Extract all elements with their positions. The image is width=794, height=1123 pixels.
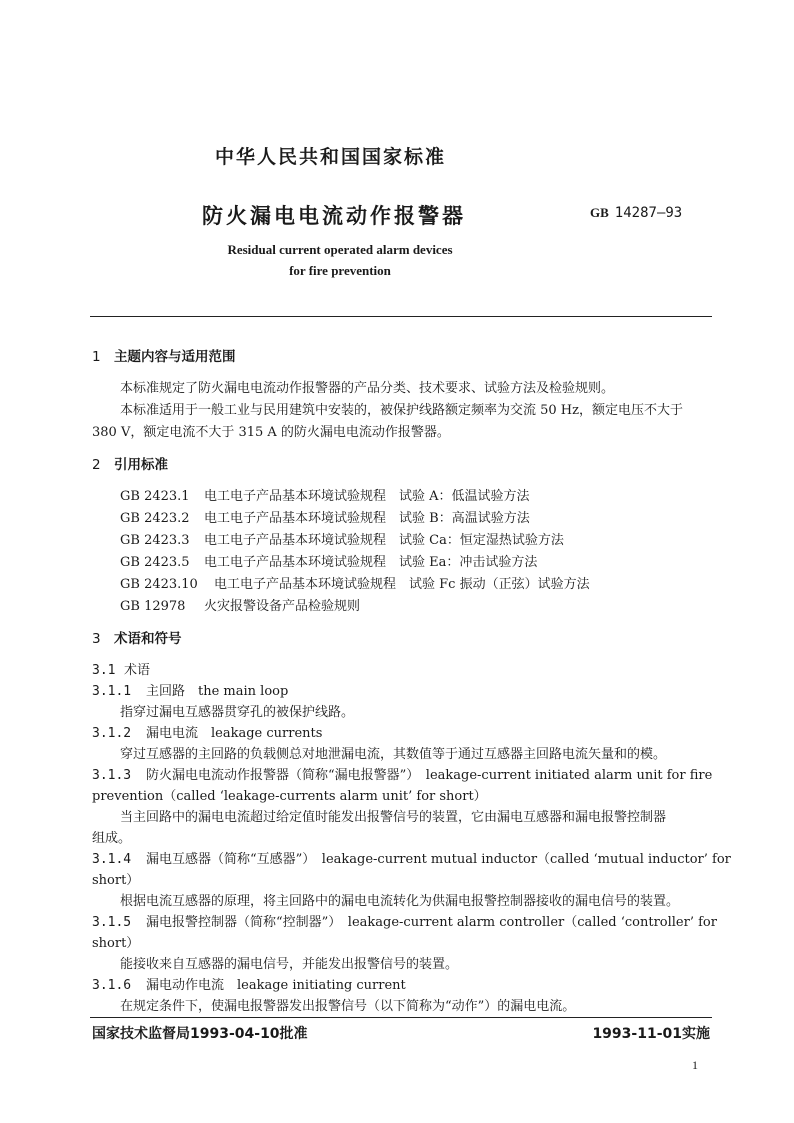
reference-standard: GB 2423.1 电工电子产品基本环境试验规程 试验 A：低温试验方法 — [120, 489, 530, 504]
document-title-en-line1: Residual current operated alarm devices — [227, 242, 453, 257]
standard-code-number: 14287—93 — [614, 205, 683, 221]
term-3-1-5-heading-continued: short） — [92, 936, 140, 951]
section-1-paragraph-2-line1: 本标准适用于一般工业与民用建筑中安装的，被保护线路额定频率为交流 50 Hz，额定电压不大于 — [120, 403, 683, 418]
section-1-paragraph-2-line2: 380 V，额定电流不大于 315 A 的防火漏电电流动作报警器。 — [92, 425, 450, 440]
term-3-1-3-heading: 3.1.3 防火漏电电流动作报警器（简称“漏电报警器”） leakage-current initiated alarm unit for fire — [92, 768, 713, 783]
term-3-1-1-heading: 3.1.1 主回路 the main loop — [92, 684, 289, 699]
term-3-1-5-definition: 能接收来自互感器的漏电信号，并能发出报警信号的装置。 — [120, 957, 459, 972]
effective-date: 1993-11-01实施 — [592, 1026, 710, 1042]
standard-code — [590, 205, 682, 221]
section-2-heading: 2 引用标准 — [92, 457, 168, 473]
term-3-1-5-heading: 3.1.5 漏电报警控制器（简称“控制器”） leakage-current alarm controller（called ‘controller’ for — [92, 915, 717, 930]
term-3-1-6-heading: 3.1.6 漏电动作电流 leakage initiating current — [92, 978, 406, 993]
section-3-heading: 3 术语和符号 — [92, 631, 182, 647]
term-3-1-4-heading-continued: short） — [92, 873, 140, 888]
term-3-1-4-heading: 3.1.4 漏电互感器（简称“互感器”） leakage-current mutual inductor（called ‘mutual inductor’ for — [92, 852, 731, 867]
term-3-1-1-definition: 指穿过漏电互感器贯穿孔的被保护线路。 — [120, 705, 355, 720]
approval-date: 国家技术监督局1993-04-10批准 — [92, 1026, 308, 1042]
document-title-cn: 防火漏电电流动作报警器 — [202, 204, 466, 228]
reference-standard: GB 2423.10 电工电子产品基本环境试验规程 试验 Fc 振动（正弦）试验方法 — [120, 577, 590, 592]
standard-category: 中华人民共和国国家标准 — [215, 146, 447, 168]
standard-code-prefix: GB — [590, 205, 609, 220]
term-3-1-4-definition: 根据电流互感器的原理，将主回路中的漏电电流转化为供漏电报警控制器接收的漏电信号的装置。 — [120, 894, 680, 909]
reference-standard: GB 12978 火灾报警设备产品检验规则 — [120, 599, 361, 614]
term-3-1-2-heading: 3.1.2 漏电电流 leakage currents — [92, 726, 323, 741]
reference-standard: GB 2423.2 电工电子产品基本环境试验规程 试验 B：高温试验方法 — [120, 511, 530, 526]
footer-divider — [90, 1017, 712, 1018]
term-3-1-2-definition: 穿过互感器的主回路的负载侧总对地泄漏电流，其数值等于通过互感器主回路电流矢量和的模。 — [120, 747, 667, 762]
subsection-3-1-heading: 3.1 术语 — [92, 663, 151, 678]
term-3-1-3-heading-continued: prevention（called ‘leakage-currents alarm unit’ for short） — [92, 789, 487, 804]
section-1-paragraph-1: 本标准规定了防火漏电电流动作报警器的产品分类、技术要求、试验方法及检验规则。 — [120, 381, 615, 396]
term-3-1-3-definition: 当主回路中的漏电电流超过给定值时能发出报警信号的装置，它由漏电互感器和漏电报警控制器 — [120, 810, 667, 825]
page-number: 1 — [692, 1058, 698, 1072]
reference-standard: GB 2423.3 电工电子产品基本环境试验规程 试验 Ca：恒定湿热试验方法 — [120, 533, 564, 548]
section-1-heading: 1 主题内容与适用范围 — [92, 349, 236, 365]
document-title-en-line2: for fire prevention — [289, 263, 391, 278]
header-divider — [90, 316, 712, 317]
term-3-1-6-definition: 在规定条件下，使漏电报警器发出报警信号（以下简称为“动作”）的漏电电流。 — [120, 999, 576, 1014]
reference-standard: GB 2423.5 电工电子产品基本环境试验规程 试验 Ea：冲击试验方法 — [120, 555, 538, 570]
term-3-1-3-definition-continued: 组成。 — [92, 831, 132, 846]
